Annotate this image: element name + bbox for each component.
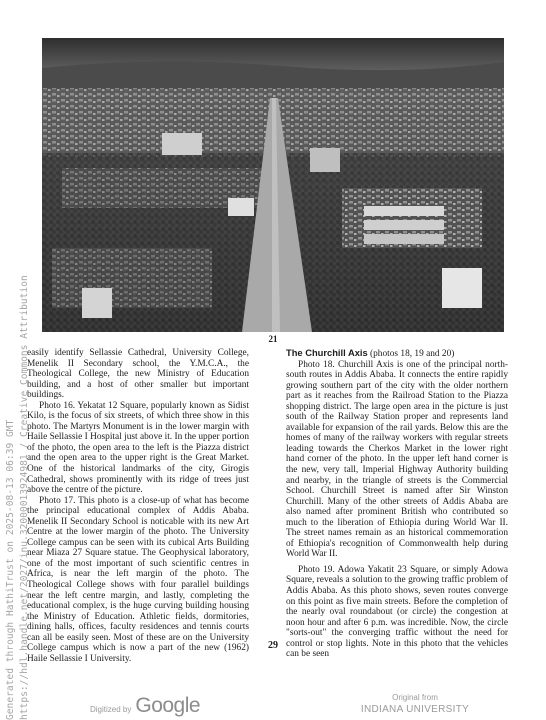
left-paragraph-1: easily identify Sellassie Cathedral, University College, Menelik II Secondary school, the Y.M.C.A., the Theological College, the new Ministry of Education building, and a host of other smaller but important buildings.: [27, 348, 249, 401]
right-paragraph-photo18: Photo 18. Churchill Axis is one of the principal north-south routes in Addis Ababa. It connects the entire rapidly growing southern part of the city with the older northern part as it reaches from the Railroad Station to the Piazza shopping district. The large open area in the picture is just south of the Railway Station proper and represents land available for expansion of the rail yards. Below this are the homes of many of the railway workers with regular streets leading towards the Cherkos Market in the lower right hand corner of the photo. In the upper left hand corner is the new, very tall, Imperial Highway Authority building and nearby, in the triangle of streets is the Commercial School. Churchill Street is named after Sir Winston Churchill. Many of the other streets of Addis Ababa are also named after prominent British who contributed so much to the liberation of Ethiopia during World War II. The street names remain as an historical commemoration of Ethiopia's recognition of Commonwealth help during World War II.: [286, 359, 508, 560]
right-paragraph-photo19: Photo 19. Adowa Yakatit 23 Square, or simply Adowa Square, reveals a solution to the growing traffic problem of Addis Ababa. As this photo shows, seven routes converge on this point as five main streets. Before the completion of the nearly oval roundabout (or circle) the congestion at noon hour and after 6 p.m. was incredible. Now, the circle "sorts-out" the converging traffic without the need for control or stop lights. Note in this photo that the vehicles can be seen: [286, 564, 508, 660]
hathitrust-watermark-line1: Generated through HathiTrust on 2025-08-13 06:39 GMT: [5, 419, 16, 720]
section-subtitle: (photos 18, 19 and 20): [367, 349, 455, 359]
google-logo: Google: [135, 694, 201, 717]
institution-name: INDIANA UNIVERSITY: [360, 704, 470, 715]
aerial-photo-image: [42, 38, 504, 332]
original-from-label: Original from: [392, 693, 438, 702]
figure-number: 21: [268, 334, 278, 344]
left-paragraph-photo16: Photo 16. Yekatat 12 Square, popularly known as Sidist Kilo, is the focus of six streets, of which three show in this photo. The Martyrs Monument is in the lower margin with Haile Sellassie I Hospital just above it. In the upper portion of the photo, the open area to the left is the Piazza district and the open area to the upper right is the Great Market. One of the historical landmarks of the city, Girogis Cathedral, shows prominently with its ridge of trees just above the centre of the picture.: [27, 400, 249, 496]
hathitrust-watermark-line2: https://hdl.handle.net/2027/inu.32000013924981 / Creative Commons Attribution: [19, 275, 30, 720]
right-column: [286, 348, 508, 660]
section-heading: [286, 348, 508, 360]
section-title: The Churchill Axis: [286, 348, 368, 358]
page-number: 29: [268, 640, 278, 651]
digitized-by-label: Digitized by: [90, 705, 132, 714]
left-paragraph-photo17: Photo 17. This photo is a close-up of what has become the principal educational complex of Addis Ababa. Menelik II Secondary School is noticable with its new Art Centre at the lower margin of the photo. The University College campus can be seen with its cubical Arts Building near Miaza 27 Square statue. The Geophysical laboratory, one of the most important of such scientific centres in Africa, is near the left margin of the photo. The Theological College shows with four parallel buildings near the left centre margin, and lastly, completing the educational complex, is the huge curving building housing the Ministry of Education. Athletic fields, dormitories, dining halls, offices, faculty residences and tennis courts can all be easily seen. Most of these are on the University College campus which is now a part of the new (1962) Haile Sellassie I University.: [27, 495, 249, 664]
digitized-by-google: [90, 694, 200, 718]
aerial-photo: [42, 38, 504, 332]
left-column: [27, 348, 249, 664]
original-from: [340, 693, 490, 716]
